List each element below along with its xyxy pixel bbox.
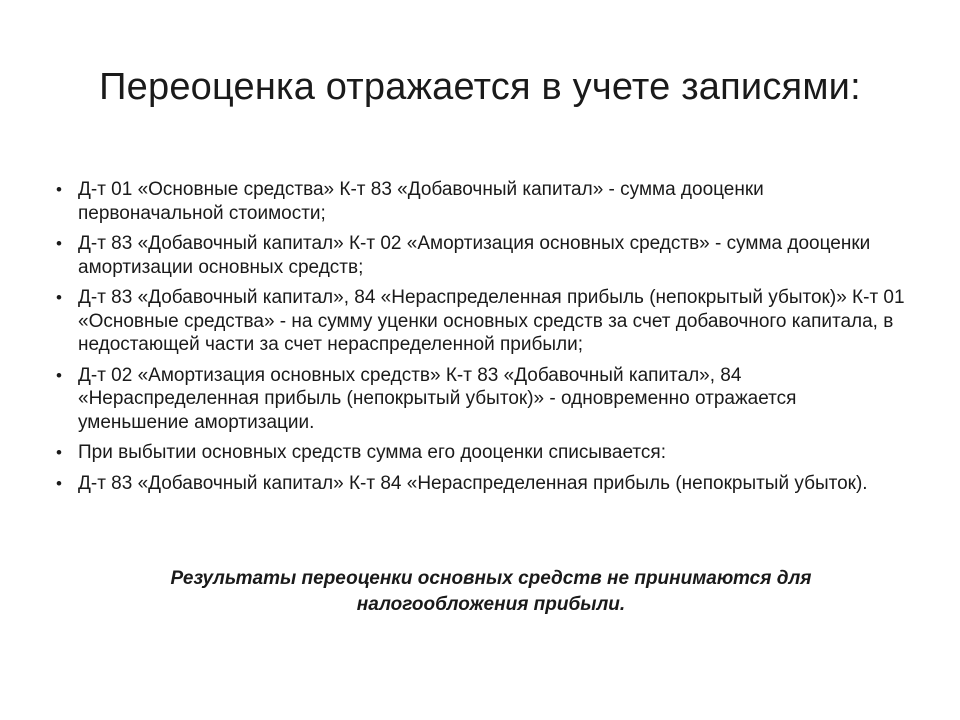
bullet-marker: • — [56, 288, 62, 307]
conclusion-note: Результаты переоценки основных средств не принимаются для налогообложения прибыли. — [170, 568, 812, 615]
bullet-marker: • — [56, 234, 62, 253]
bullet-text: Д-т 83 «Добавочный капитал» К-т 84 «Нераспределенная прибыль (непокрытый убыток). — [78, 472, 868, 494]
bullet-marker: • — [56, 473, 62, 493]
bullet-list — [56, 178, 906, 502]
bullet-item — [56, 472, 906, 496]
bullet-text: При выбытии основных средств сумма его дооценки списывается: — [78, 442, 666, 463]
slide-title: Переоценка отражается в учете записями: — [99, 66, 861, 108]
bullet-item — [56, 286, 906, 357]
bullet-text: Д-т 83 «Добавочный капитал» К-т 02 «Амортизация основных средств» - сумма дооценки амортизации основных средств; — [78, 233, 871, 278]
bullet-item — [56, 441, 906, 465]
bullet-marker: • — [56, 443, 62, 462]
bullet-text: Д-т 01 «Основные средства» К-т 83 «Добавочный капитал» - сумма дооценки первоначальной стоимости; — [78, 179, 764, 224]
bullet-item — [56, 178, 906, 225]
bullet-item — [56, 232, 906, 279]
bullet-marker: • — [56, 365, 62, 385]
bullet-marker: • — [56, 180, 62, 199]
bullet-item — [56, 364, 906, 435]
bullet-text: Д-т 02 «Амортизация основных средств» К-т 83 «Добавочный капитал», 84 «Нераспределенная прибыль (непокрытый убыток)» - одновременно отражается уменьшение амортизации. — [78, 364, 797, 433]
bullet-text: Д-т 83 «Добавочный капитал», 84 «Нераспределенная прибыль (непокрытый убыток)» К-т 01 «Основные средства» - на сумму уценки основных средств за счет добавочного капитала, в недостающей части за счет нераспределенной прибыли; — [78, 287, 905, 355]
